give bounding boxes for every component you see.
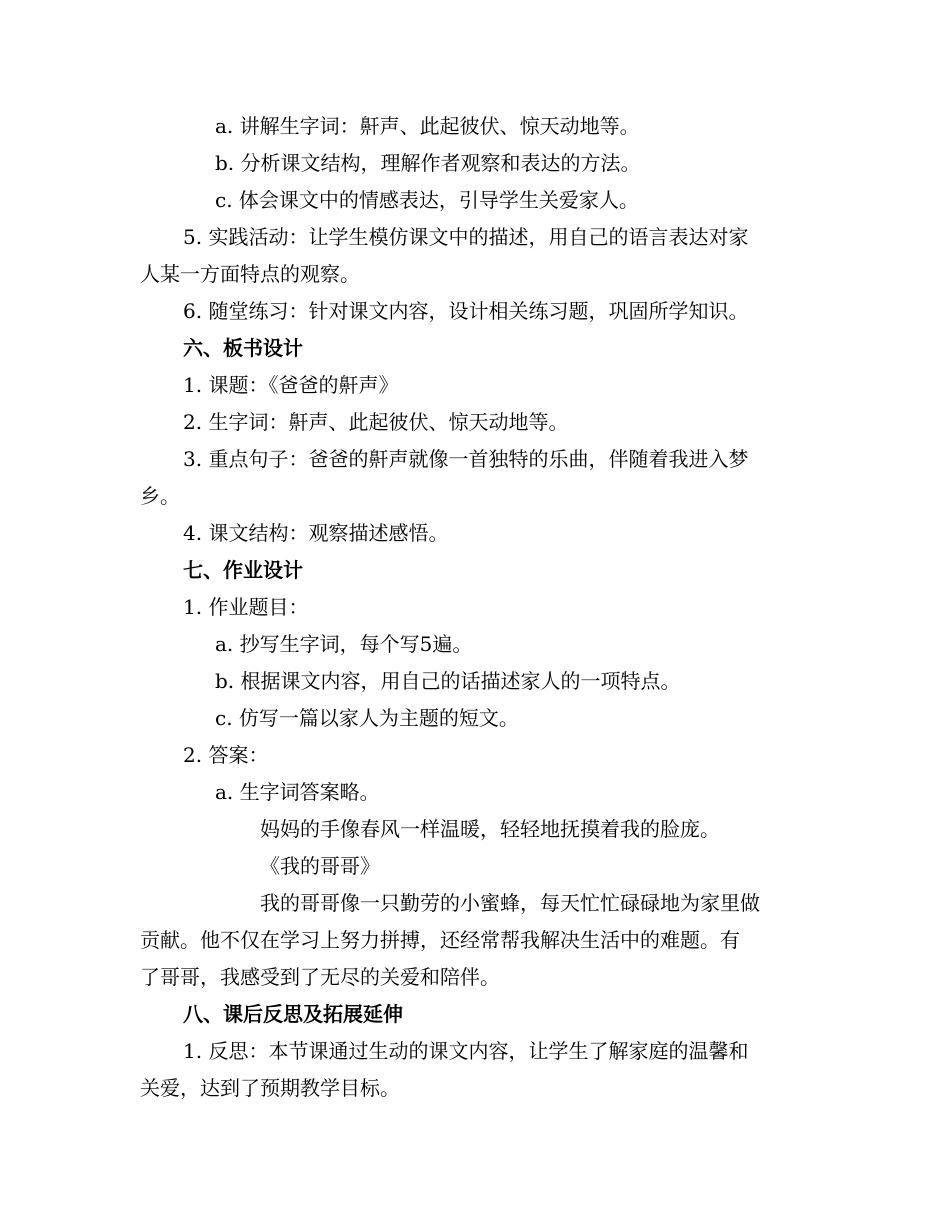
text-line: c. 体会课文中的情感表达，引导学生关爱家人。	[215, 188, 639, 212]
text-line: 人某一方面特点的观察。	[140, 262, 360, 286]
text-line: 了哥哥，我感受到了无尽的关爱和陪伴。	[140, 965, 500, 989]
text-line: a. 抄写生字词，每个写5遍。	[215, 632, 473, 656]
text-line: 1. 课题：《爸爸的鼾声》	[183, 373, 399, 397]
text-line: a. 生字词答案略。	[215, 780, 380, 804]
section-heading: 七、作业设计	[183, 558, 303, 582]
text-line: 我的哥哥像一只勤劳的小蜜蜂，每天忙忙碌碌地为家里做	[260, 891, 760, 915]
text-line: 《我的哥哥》	[260, 854, 380, 878]
text-line: 4. 课文结构：观察描述感悟。	[183, 521, 449, 545]
text-line: 3. 重点句子：爸爸的鼾声就像一首独特的乐曲，伴随着我进入梦	[183, 447, 749, 471]
text-line: 5. 实践活动：让学生模仿课文中的描述，用自己的语言表达对家	[183, 225, 749, 249]
text-line: 关爱，达到了预期教学目标。	[140, 1076, 400, 1100]
text-line: a. 讲解生字词：鼾声、此起彼伏、惊天动地等。	[215, 114, 640, 138]
section-heading: 六、板书设计	[183, 336, 303, 360]
text-line: b. 分析课文结构，理解作者观察和表达的方法。	[215, 151, 641, 175]
text-line: 乡。	[140, 484, 180, 508]
text-line: b. 根据课文内容，用自己的话描述家人的一项特点。	[215, 669, 681, 693]
text-line: 2. 生字词：鼾声、此起彼伏、惊天动地等。	[183, 410, 569, 434]
text-line: 1. 反思：本节课通过生动的课文内容，让学生了解家庭的温馨和	[183, 1039, 749, 1063]
text-line: 1. 作业题目：	[183, 595, 309, 619]
text-line: 6. 随堂练习：针对课文内容，设计相关练习题，巩固所学知识。	[183, 299, 749, 323]
text-line: c. 仿写一篇以家人为主题的短文。	[215, 706, 519, 730]
text-line: 2. 答案：	[183, 743, 269, 767]
text-line: 贡献。他不仅在学习上努力拼搏，还经常帮我解决生活中的难题。有	[140, 928, 740, 952]
section-heading: 八、课后反思及拓展延伸	[183, 1002, 403, 1026]
text-line: 妈妈的手像春风一样温暖，轻轻地抚摸着我的脸庞。	[260, 817, 720, 841]
